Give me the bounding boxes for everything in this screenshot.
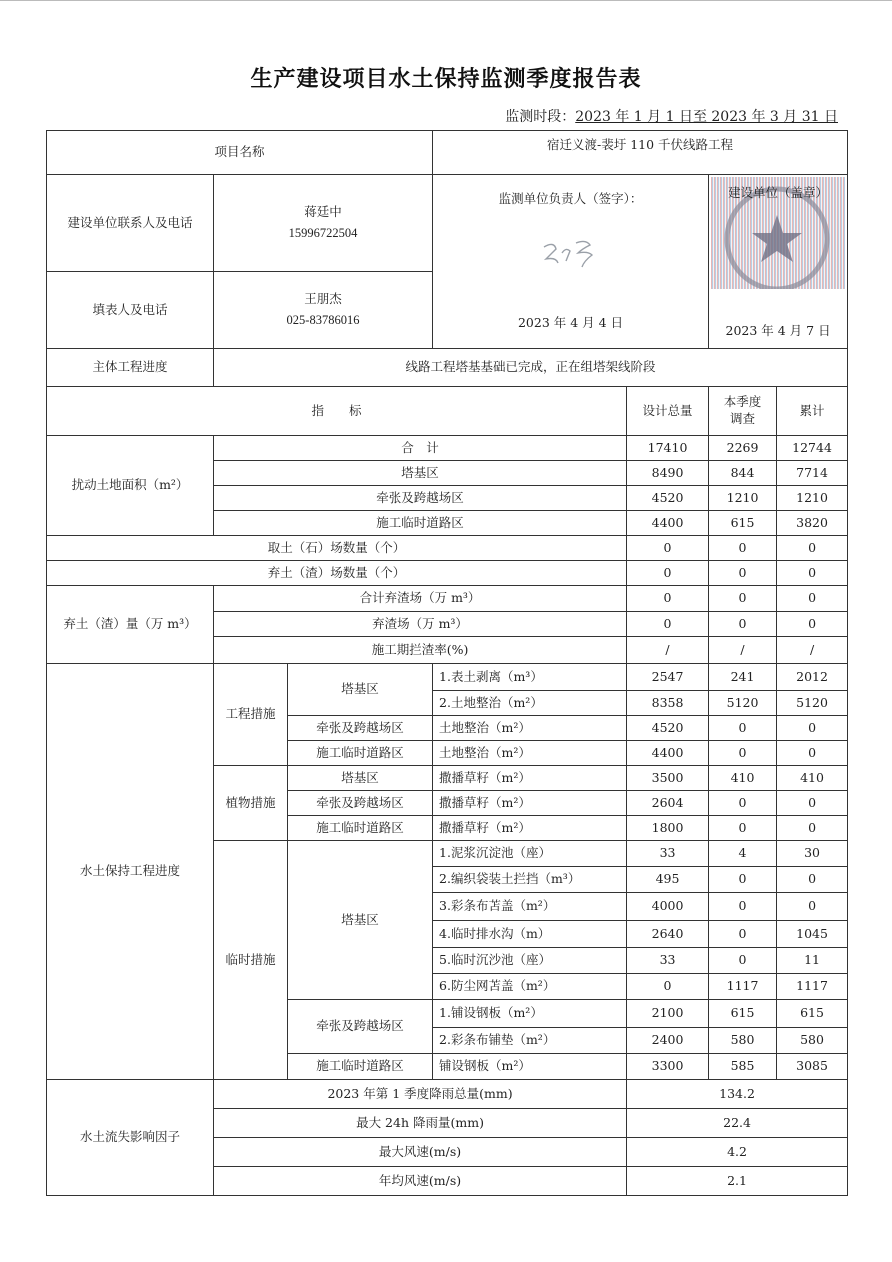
quarter-header [709,387,777,436]
quarter-value: 615 [709,1000,777,1028]
measure-name: 2.彩条布铺垫（m²） [433,1028,627,1054]
project-name: 宿迁义渡-裴圩 110 千伏线路工程 [433,131,848,175]
row-name: 弃土（渣）场数量（个） [47,561,627,586]
header-row [47,387,848,436]
quarter-value: 0 [709,791,777,816]
row-name: 弃渣场（万 m³） [214,612,627,637]
quarter-value: 585 [709,1054,777,1080]
table-row [47,436,848,461]
filler-info [214,272,433,349]
cumulative-header: 累计 [777,387,848,436]
table-row [47,1080,848,1109]
factor-value: 22.4 [627,1109,848,1138]
row-name: 合 计 [214,436,627,461]
cumulative-value: 0 [777,791,848,816]
report-title: 生产建设项目水土保持监测季度报告表 [250,67,642,92]
quarter-header-line2: 调查 [730,411,756,426]
design-value: 0 [627,586,709,612]
measure-name: 4.临时排水沟（m） [433,921,627,948]
quarter-value: 580 [709,1028,777,1054]
quarter-value: 1210 [709,486,777,511]
design-value: 0 [627,974,709,1000]
eng-measures-label: 工程措施 [214,664,288,766]
owner-seal-label: 建设单位（盖章） [728,185,829,200]
design-value: 8358 [627,691,709,716]
measure-name: 1.表土剥离（m³） [433,664,627,691]
owner-seal-date: 2023 年 4 月 7 日 [725,323,831,339]
design-value: 2640 [627,921,709,948]
measure-name: 1.泥浆沉淀池（座） [433,841,627,867]
contact-label: 建设单位联系人及电话 [47,175,214,272]
measure-name: 撒播草籽（m²） [433,816,627,841]
progress-value: 线路工程塔基基础已完成，正在组塔架线阶段 [214,349,848,387]
quarter-value: 4 [709,841,777,867]
cumulative-value: 580 [777,1028,848,1054]
cumulative-value: 410 [777,766,848,791]
cumulative-value: 615 [777,1000,848,1028]
table-row [47,561,848,586]
row-name: 施工临时道路区 [214,511,627,536]
quarter-value: 0 [709,948,777,974]
spoil-label: 弃土（渣）量（万 m³） [47,586,214,664]
cumulative-value: 0 [777,816,848,841]
swc-label: 水土保持工程进度 [47,664,214,1080]
progress-label: 主体工程进度 [47,349,214,387]
measure-name: 6.防尘网苫盖（m²） [433,974,627,1000]
measure-name: 撒播草籽（m²） [433,766,627,791]
monitoring-period [505,106,838,126]
report-table [46,130,848,1196]
area-name: 牵张及跨越场区 [288,1000,433,1054]
progress-row [47,349,848,387]
design-value: 8490 [627,461,709,486]
table-row [47,536,848,561]
filler-label: 填表人及电话 [47,272,214,349]
cumulative-value: 3085 [777,1054,848,1080]
design-value: 3300 [627,1054,709,1080]
measure-name: 铺设钢板（m²） [433,1054,627,1080]
design-value: 2547 [627,664,709,691]
contact-row [47,175,848,272]
cumulative-value: 7714 [777,461,848,486]
row-name: 施工期拦渣率(%) [214,637,627,664]
page-top-border [0,0,892,1]
measure-name: 2.土地整治（m²） [433,691,627,716]
area-name: 牵张及跨越场区 [288,791,433,816]
indicator-header: 指 标 [47,387,627,436]
design-value: 4400 [627,511,709,536]
design-value: 4400 [627,741,709,766]
cumulative-value: 3820 [777,511,848,536]
quarter-value: 410 [709,766,777,791]
period-label: 监测时段： [505,109,576,125]
area-name: 塔基区 [288,664,433,716]
filler-phone: 025-83786016 [286,313,360,327]
period-value: 2023 年 1 月 1 日至 2023 年 3 月 31 日 [575,109,838,125]
cumulative-value: 0 [777,716,848,741]
handwritten-signature [433,233,708,278]
cumulative-value: 30 [777,841,848,867]
quarter-value: 0 [709,867,777,893]
quarter-value: 0 [709,816,777,841]
quarter-value: 0 [709,741,777,766]
design-value: 0 [627,536,709,561]
design-value: 33 [627,841,709,867]
design-value: 2604 [627,791,709,816]
cumulative-value: 1210 [777,486,848,511]
factor-value: 134.2 [627,1080,848,1109]
quarter-value: 0 [709,921,777,948]
measure-name: 土地整治（m²） [433,741,627,766]
table-row [47,586,848,612]
cumulative-value: 2012 [777,664,848,691]
design-value: 4000 [627,893,709,921]
measure-name: 撒播草籽（m²） [433,791,627,816]
quarter-value: 0 [709,536,777,561]
design-value: 3500 [627,766,709,791]
factor-value: 4.2 [627,1138,848,1167]
design-value: 2400 [627,1028,709,1054]
area-name: 塔基区 [288,766,433,791]
veg-measures-label: 植物措施 [214,766,288,841]
design-value: 33 [627,948,709,974]
design-value: 4520 [627,486,709,511]
monitor-sign-label: 监测单位负责人（签字）： [498,191,643,206]
contact-info [214,175,433,272]
design-value: 495 [627,867,709,893]
design-value: 2100 [627,1000,709,1028]
design-value: 0 [627,612,709,637]
row-name: 取土（石）场数量（个） [47,536,627,561]
quarter-value: 1117 [709,974,777,1000]
cumulative-value: 1117 [777,974,848,1000]
monitor-sign-date: 2023 年 4 月 4 日 [517,315,624,331]
quarter-value: 241 [709,664,777,691]
area-name: 牵张及跨越场区 [288,716,433,741]
cumulative-value: 0 [777,612,848,637]
disturbed-label: 扰动土地面积（m²） [47,436,214,536]
area-name: 施工临时道路区 [288,741,433,766]
design-value: 17410 [627,436,709,461]
cumulative-value: 0 [777,867,848,893]
design-value: 0 [627,561,709,586]
measure-name: 3.彩条布苫盖（m²） [433,893,627,921]
cumulative-value: 0 [777,586,848,612]
monitor-sign-cell [433,175,709,349]
cumulative-value: 1045 [777,921,848,948]
quarter-value: 0 [709,586,777,612]
cumulative-value: 11 [777,948,848,974]
measure-name: 2.编织袋装土拦挡（m³） [433,867,627,893]
contact-name: 蒋廷中 [304,204,342,220]
project-row [47,131,848,175]
measure-name: 1.铺设钢板（m²） [433,1000,627,1028]
design-value: 1800 [627,816,709,841]
factor-name: 最大风速(m/s) [214,1138,627,1167]
cumulative-value: / [777,637,848,664]
row-name: 合计弃渣场（万 m³） [214,586,627,612]
quarter-value: 0 [709,893,777,921]
cumulative-value: 0 [777,536,848,561]
cumulative-value: 5120 [777,691,848,716]
filler-name: 王朋杰 [304,291,342,307]
design-value: 4520 [627,716,709,741]
measure-name: 土地整治（m²） [433,716,627,741]
row-name: 牵张及跨越场区 [214,486,627,511]
factor-name: 2023 年第 1 季度降雨总量(mm) [214,1080,627,1109]
contact-phone: 15996722504 [288,226,358,240]
factor-value: 2.1 [627,1167,848,1196]
area-name: 施工临时道路区 [288,1054,433,1080]
measure-name: 5.临时沉沙池（座） [433,948,627,974]
temp-measures-label: 临时措施 [214,841,288,1080]
cumulative-value: 0 [777,561,848,586]
quarter-value: 0 [709,561,777,586]
quarter-value: 844 [709,461,777,486]
owner-seal-cell [709,175,848,349]
factor-name: 年均风速(m/s) [214,1167,627,1196]
quarter-value: 0 [709,716,777,741]
cumulative-value: 12744 [777,436,848,461]
design-header: 设计总量 [627,387,709,436]
quarter-value: / [709,637,777,664]
quarter-value: 5120 [709,691,777,716]
quarter-header-line1: 本季度 [723,394,762,410]
quarter-value: 615 [709,511,777,536]
area-name: 塔基区 [288,841,433,1000]
area-name: 施工临时道路区 [288,816,433,841]
factors-label: 水土流失影响因子 [47,1080,214,1196]
quarter-value: 0 [709,612,777,637]
table-row [47,664,848,691]
project-label: 项目名称 [47,131,433,175]
quarter-value: 2269 [709,436,777,461]
cumulative-value: 0 [777,741,848,766]
factor-name: 最大 24h 降雨量(mm) [214,1109,627,1138]
row-name: 塔基区 [214,461,627,486]
design-value: / [627,637,709,664]
cumulative-value: 0 [777,893,848,921]
